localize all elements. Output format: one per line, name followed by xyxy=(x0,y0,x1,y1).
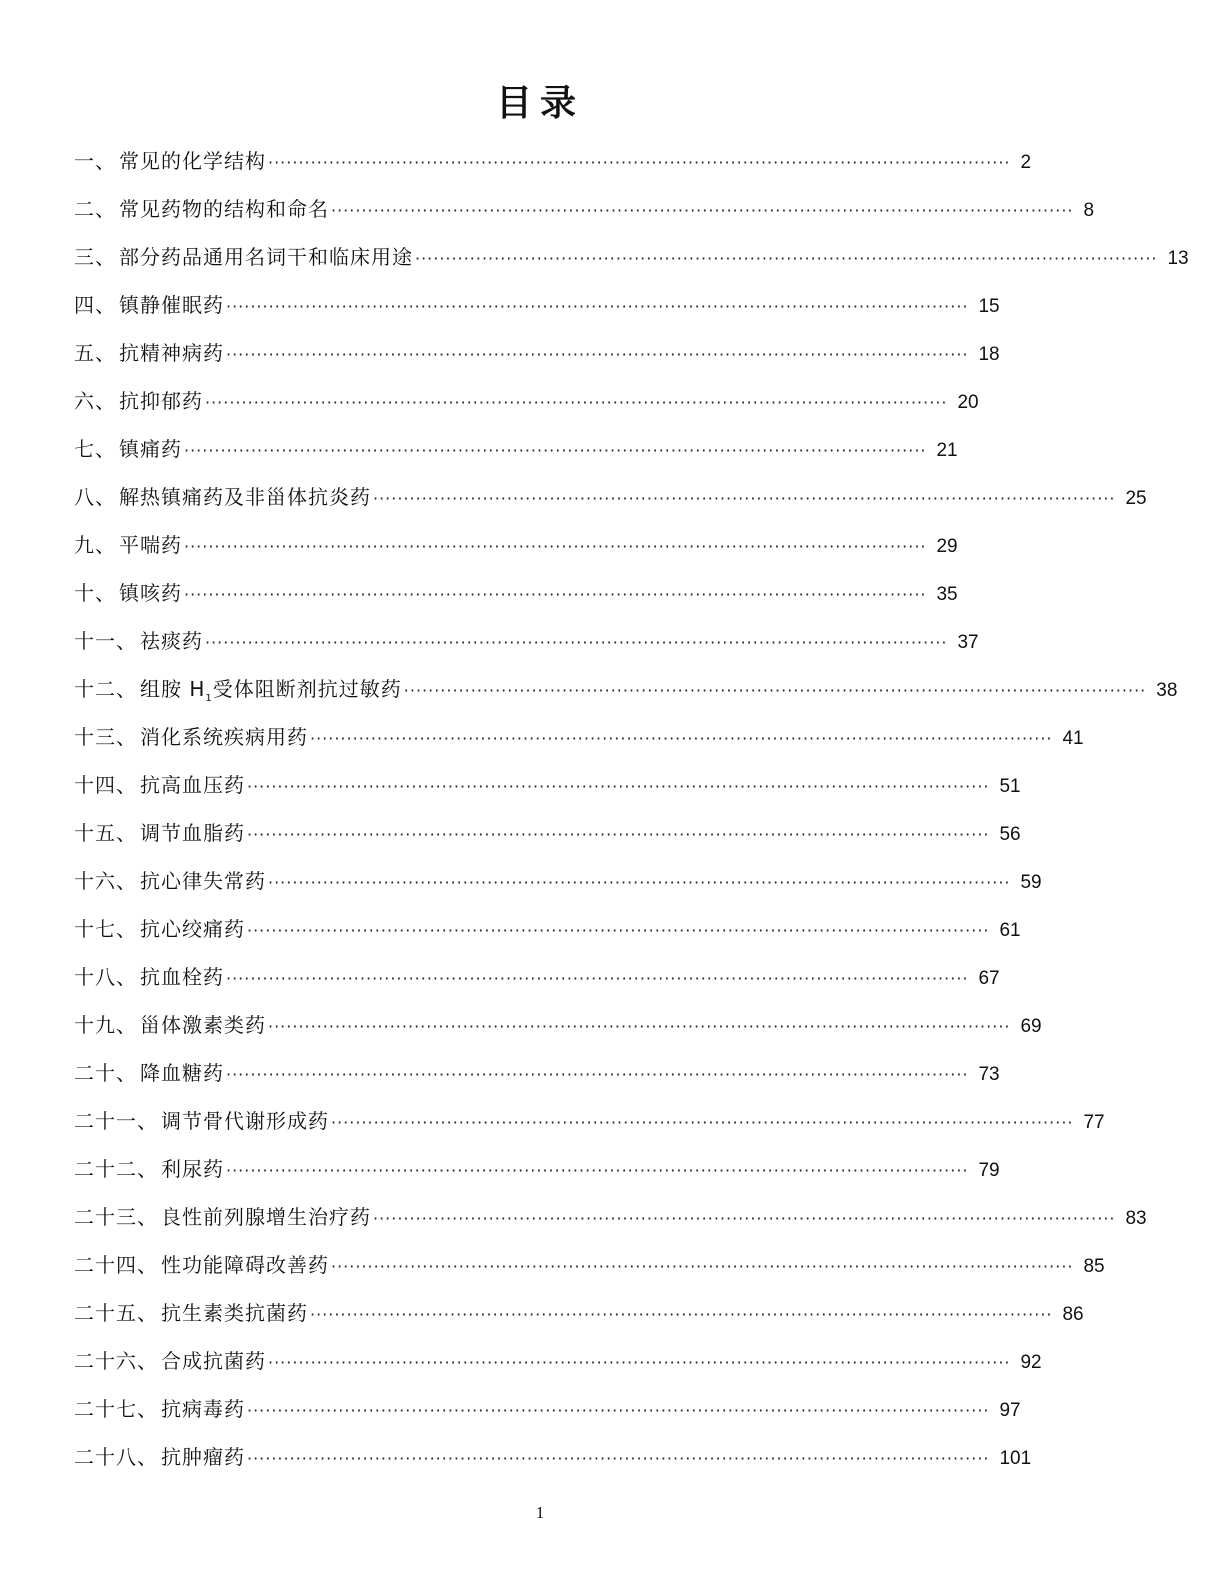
toc-entry-leader: ·························································································································· xyxy=(247,825,990,844)
toc-entry[interactable] xyxy=(74,233,1189,281)
toc-entry-number: 五 xyxy=(74,341,95,365)
toc-entry-separator: 、 xyxy=(137,1205,157,1229)
toc-entry-separator: 、 xyxy=(95,581,115,605)
toc-entry-label: 利尿药 xyxy=(161,1157,224,1181)
toc-entry-leader: ·························································································································· xyxy=(331,1113,1074,1132)
toc-entry-label: 镇静催眠药 xyxy=(119,293,224,317)
toc-entry-leader: ·························································································································· xyxy=(226,969,969,988)
toc-entry-separator: 、 xyxy=(137,1157,157,1181)
toc-entry-label: 抗精神病药 xyxy=(119,341,224,365)
toc-entry-label: 常见的化学结构 xyxy=(119,149,266,173)
toc-entry-separator: 、 xyxy=(116,869,136,893)
toc-entry-number: 十五 xyxy=(74,821,116,845)
table-of-contents xyxy=(74,137,1189,1481)
toc-entry-number: 二十七 xyxy=(74,1397,137,1421)
toc-entry-page: 56 xyxy=(999,824,1021,845)
toc-entry-separator: 、 xyxy=(95,485,115,509)
toc-entry-leader: ·························································································································· xyxy=(247,1449,990,1468)
toc-entry-label-part: 组胺 H xyxy=(140,677,206,701)
toc-entry-number: 十三 xyxy=(74,725,116,749)
toc-entry-separator: 、 xyxy=(137,1109,157,1133)
toc-entry-page: 59 xyxy=(1020,872,1042,893)
toc-entry[interactable] xyxy=(74,473,1147,521)
toc-entry-separator: 、 xyxy=(116,821,136,845)
toc-entry[interactable] xyxy=(74,1193,1147,1241)
toc-entry-separator: 、 xyxy=(116,773,136,797)
toc-entry-label: 抗心绞痛药 xyxy=(140,917,245,941)
toc-entry-leader: ·························································································································· xyxy=(331,201,1074,220)
toc-entry-leader: ·························································································································· xyxy=(247,777,990,796)
toc-entry-page: 101 xyxy=(999,1448,1032,1469)
toc-entry-page: 86 xyxy=(1062,1304,1084,1325)
toc-entry-leader: ·························································································································· xyxy=(373,489,1116,508)
toc-entry-leader: ·························································································································· xyxy=(226,345,969,364)
toc-entry-leader: ·························································································································· xyxy=(310,1305,1053,1324)
toc-entry[interactable] xyxy=(74,1433,1032,1481)
toc-entry[interactable] xyxy=(74,1145,1000,1193)
page-title: 目录 xyxy=(495,83,584,124)
toc-entry-label: 消化系统疾病用药 xyxy=(140,725,308,749)
toc-entry-label: 抗心律失常药 xyxy=(140,869,266,893)
toc-entry[interactable] xyxy=(74,1097,1105,1145)
toc-entry[interactable] xyxy=(74,1241,1105,1289)
toc-entry[interactable] xyxy=(74,569,958,617)
toc-entry-separator: 、 xyxy=(95,293,115,317)
toc-entry-separator: 、 xyxy=(95,245,115,269)
toc-entry-number: 十九 xyxy=(74,1013,116,1037)
toc-entry-separator: 、 xyxy=(116,677,136,701)
toc-entry-number: 二十五 xyxy=(74,1301,137,1325)
toc-entry-separator: 、 xyxy=(137,1301,157,1325)
toc-entry-leader: ·························································································································· xyxy=(247,921,990,940)
toc-entry-label: 抗生素类抗菌药 xyxy=(161,1301,308,1325)
toc-entry-leader: ·························································································································· xyxy=(331,1257,1074,1276)
toc-entry[interactable] xyxy=(74,1001,1042,1049)
toc-entry-number: 二 xyxy=(74,197,95,221)
toc-entry-number: 十一 xyxy=(74,629,116,653)
toc-entry-page: 25 xyxy=(1125,488,1147,509)
toc-entry-number: 十二 xyxy=(74,677,116,701)
toc-entry-label: 降血糖药 xyxy=(140,1061,224,1085)
toc-entry[interactable] xyxy=(74,1049,1000,1097)
toc-entry-separator: 、 xyxy=(116,917,136,941)
toc-entry-page: 2 xyxy=(1020,152,1032,173)
toc-entry-number: 二十 xyxy=(74,1061,116,1085)
toc-entry-leader: ·························································································································· xyxy=(268,873,1011,892)
toc-entry-number: 十六 xyxy=(74,869,116,893)
toc-entry-number: 二十六 xyxy=(74,1349,137,1373)
page-number: 1 xyxy=(535,1503,545,1522)
toc-entry[interactable] xyxy=(74,377,979,425)
toc-entry-label: 抗肿瘤药 xyxy=(161,1445,245,1469)
toc-entry-number: 二十八 xyxy=(74,1445,137,1469)
toc-entry-label xyxy=(140,665,402,713)
toc-entry-separator: 、 xyxy=(116,629,136,653)
toc-entry-label: 平喘药 xyxy=(119,533,182,557)
toc-entry-page: 8 xyxy=(1083,200,1095,221)
toc-entry-leader: ·························································································································· xyxy=(268,1353,1011,1372)
toc-entry-label: 调节血脂药 xyxy=(140,821,245,845)
toc-entry-separator: 、 xyxy=(95,341,115,365)
toc-entry-label: 性功能障碍改善药 xyxy=(161,1253,329,1277)
toc-entry[interactable] xyxy=(74,953,1000,1001)
toc-entry-leader: ·························································································································· xyxy=(268,1017,1011,1036)
toc-entry-label: 抗高血压药 xyxy=(140,773,245,797)
toc-entry-page: 20 xyxy=(957,392,979,413)
toc-entry-page: 41 xyxy=(1062,728,1084,749)
toc-entry-number: 十八 xyxy=(74,965,116,989)
toc-entry-number: 八 xyxy=(74,485,95,509)
toc-entry-page: 15 xyxy=(978,296,1000,317)
toc-entry-page: 73 xyxy=(978,1064,1000,1085)
toc-entry-leader: ·························································································································· xyxy=(403,681,1147,700)
toc-entry-page: 77 xyxy=(1083,1112,1105,1133)
toc-entry-label: 甾体激素类药 xyxy=(140,1013,266,1037)
toc-entry[interactable] xyxy=(74,425,958,473)
toc-entry-label: 调节骨代谢形成药 xyxy=(161,1109,329,1133)
toc-entry-page: 21 xyxy=(936,440,958,461)
toc-entry-label: 抗抑郁药 xyxy=(119,389,203,413)
toc-entry-number: 六 xyxy=(74,389,95,413)
toc-entry-page: 38 xyxy=(1156,680,1178,701)
toc-entry-label-subscript: 1 xyxy=(205,693,213,704)
toc-entry-separator: 、 xyxy=(116,1061,136,1085)
toc-entry-leader: ·························································································································· xyxy=(310,729,1053,748)
toc-entry-separator: 、 xyxy=(95,197,115,221)
toc-entry-number: 二十四 xyxy=(74,1253,137,1277)
toc-entry-number: 二十二 xyxy=(74,1157,137,1181)
toc-entry[interactable] xyxy=(74,281,1000,329)
toc-entry-separator: 、 xyxy=(137,1445,157,1469)
toc-entry[interactable] xyxy=(74,329,1000,377)
toc-entry-label: 部分药品通用名词干和临床用途 xyxy=(119,245,413,269)
toc-entry[interactable] xyxy=(74,1385,1021,1433)
toc-entry-label: 祛痰药 xyxy=(140,629,203,653)
toc-entry-leader: ·························································································································· xyxy=(205,633,948,652)
toc-entry-page: 69 xyxy=(1020,1016,1042,1037)
toc-entry-label: 镇痛药 xyxy=(119,437,182,461)
toc-entry-label: 抗病毒药 xyxy=(161,1397,245,1421)
toc-entry-number: 七 xyxy=(74,437,95,461)
toc-entry-number: 一 xyxy=(74,149,95,173)
toc-entry[interactable] xyxy=(74,857,1042,905)
toc-entry-separator: 、 xyxy=(116,725,136,749)
toc-entry-label: 合成抗菌药 xyxy=(161,1349,266,1373)
toc-entry[interactable] xyxy=(74,665,1178,713)
toc-entry-number: 十七 xyxy=(74,917,116,941)
toc-entry[interactable] xyxy=(74,713,1084,761)
toc-entry-page: 85 xyxy=(1083,1256,1105,1277)
toc-entry-label-part: 受体阻断剂抗过敏药 xyxy=(212,677,402,701)
toc-entry-leader: ·························································································································· xyxy=(415,249,1158,268)
toc-entry-separator: 、 xyxy=(95,437,115,461)
toc-entry[interactable] xyxy=(74,521,958,569)
toc-entry-label: 抗血栓药 xyxy=(140,965,224,989)
toc-entry-number: 二十三 xyxy=(74,1205,137,1229)
toc-entry-page: 92 xyxy=(1020,1352,1042,1373)
toc-entry-leader: ·························································································································· xyxy=(226,1161,969,1180)
toc-entry-label: 良性前列腺增生治疗药 xyxy=(161,1205,371,1229)
toc-entry[interactable] xyxy=(74,1289,1084,1337)
toc-entry-page: 35 xyxy=(936,584,958,605)
toc-entry-page: 13 xyxy=(1167,248,1189,269)
toc-entry-label: 镇咳药 xyxy=(119,581,182,605)
toc-entry-page: 18 xyxy=(978,344,1000,365)
toc-entry-leader: ·························································································································· xyxy=(373,1209,1116,1228)
toc-entry-page: 79 xyxy=(978,1160,1000,1181)
toc-entry-label: 常见药物的结构和命名 xyxy=(119,197,329,221)
toc-entry-page: 67 xyxy=(978,968,1000,989)
toc-entry-number: 四 xyxy=(74,293,95,317)
toc-entry-separator: 、 xyxy=(95,389,115,413)
toc-entry-number: 三 xyxy=(74,245,95,269)
toc-entry-leader: ·························································································································· xyxy=(184,441,927,460)
toc-entry[interactable] xyxy=(74,1337,1042,1385)
toc-entry-page: 29 xyxy=(936,536,958,557)
toc-entry-leader: ·························································································································· xyxy=(226,1065,969,1084)
toc-entry-leader: ·························································································································· xyxy=(247,1401,990,1420)
toc-entry-label: 解热镇痛药及非甾体抗炎药 xyxy=(119,485,371,509)
toc-entry-number: 九 xyxy=(74,533,95,557)
toc-entry-leader: ·························································································································· xyxy=(184,585,927,604)
toc-entry-separator: 、 xyxy=(137,1349,157,1373)
toc-entry-number: 二十一 xyxy=(74,1109,137,1133)
toc-entry-page: 97 xyxy=(999,1400,1021,1421)
toc-entry-separator: 、 xyxy=(137,1253,157,1277)
toc-entry-separator: 、 xyxy=(116,1013,136,1037)
toc-entry-leader: ·························································································································· xyxy=(184,537,927,556)
toc-entry-number: 十四 xyxy=(74,773,116,797)
toc-entry[interactable] xyxy=(74,809,1021,857)
toc-entry-page: 37 xyxy=(957,632,979,653)
toc-entry-page: 83 xyxy=(1125,1208,1147,1229)
toc-entry[interactable] xyxy=(74,905,1021,953)
toc-entry-separator: 、 xyxy=(95,149,115,173)
toc-entry[interactable] xyxy=(74,137,1032,185)
toc-entry-leader: ·························································································································· xyxy=(226,297,969,316)
toc-entry[interactable] xyxy=(74,617,979,665)
toc-entry-number: 十 xyxy=(74,581,95,605)
toc-entry-separator: 、 xyxy=(137,1397,157,1421)
toc-entry-separator: 、 xyxy=(95,533,115,557)
toc-entry-leader: ·························································································································· xyxy=(205,393,948,412)
toc-entry[interactable] xyxy=(74,761,1021,809)
toc-entry-leader: ·························································································································· xyxy=(268,153,1011,172)
toc-entry-page: 61 xyxy=(999,920,1021,941)
toc-entry[interactable] xyxy=(74,185,1095,233)
toc-entry-separator: 、 xyxy=(116,965,136,989)
toc-entry-page: 51 xyxy=(999,776,1021,797)
